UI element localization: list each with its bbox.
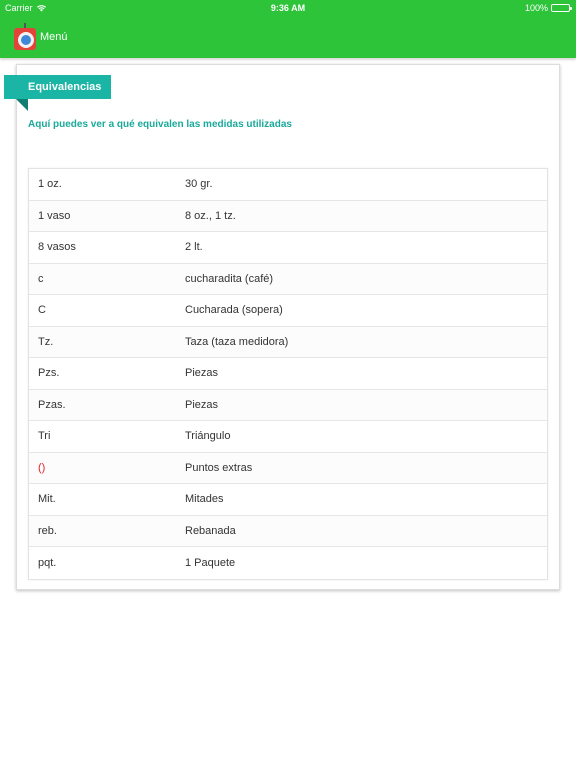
navigation-bar bbox=[0, 16, 576, 58]
section-title-ribbon: Equivalencias bbox=[4, 75, 111, 99]
equivalence-cell: Puntos extras bbox=[185, 461, 253, 474]
battery-percentage: 100% bbox=[524, 3, 548, 13]
abbreviation-cell: Tri bbox=[38, 430, 51, 443]
section-subtitle: Aquí puedes ver a qué equivalen las medidas utilizadas bbox=[28, 119, 292, 130]
abbreviation-cell: C bbox=[38, 304, 46, 317]
status-bar bbox=[0, 0, 576, 16]
table-row bbox=[29, 421, 547, 453]
table-row bbox=[29, 484, 547, 516]
menu-button[interactable] bbox=[12, 22, 68, 52]
abbreviation-cell: () bbox=[38, 461, 46, 474]
table-row bbox=[29, 516, 547, 548]
table-row bbox=[29, 232, 547, 264]
menu-label: Menú bbox=[40, 31, 68, 43]
table-row bbox=[29, 295, 547, 327]
equivalences-table bbox=[28, 168, 548, 580]
abbreviation-cell: 8 vasos bbox=[38, 241, 76, 254]
abbreviation-cell: pqt. bbox=[38, 556, 57, 569]
table-row bbox=[29, 358, 547, 390]
table-row bbox=[29, 201, 547, 233]
table-row bbox=[29, 169, 547, 201]
equivalence-cell: 8 oz., 1 tz. bbox=[185, 209, 236, 222]
abbreviation-cell: 1 oz. bbox=[38, 178, 62, 191]
status-time: 9:36 AM bbox=[270, 3, 306, 13]
abbreviation-cell: c bbox=[38, 272, 44, 285]
equivalence-cell: Piezas bbox=[185, 367, 219, 380]
abbreviation-cell: 1 vaso bbox=[38, 209, 71, 222]
abbreviation-cell: Pzs. bbox=[38, 367, 60, 380]
equivalence-cell: Cucharada (sopera) bbox=[185, 304, 283, 317]
abbreviation-cell: reb. bbox=[38, 524, 57, 537]
equivalence-cell: Triángulo bbox=[185, 430, 231, 443]
abbreviation-cell: Pzas. bbox=[38, 398, 66, 411]
equivalence-cell: Rebanada bbox=[185, 524, 236, 537]
abbreviation-cell: Mit. bbox=[38, 493, 56, 506]
battery-icon bbox=[551, 4, 570, 12]
equivalence-cell: 1 Paquete bbox=[185, 556, 236, 569]
abbreviation-cell: Tz. bbox=[38, 335, 54, 348]
ribbon-fold bbox=[4, 99, 28, 111]
table-row bbox=[29, 453, 547, 485]
equivalence-cell: 2 lt. bbox=[185, 241, 203, 254]
equivalence-cell: Piezas bbox=[185, 398, 219, 411]
table-row bbox=[29, 264, 547, 296]
equivalence-cell: cucharadita (café) bbox=[185, 272, 274, 285]
table-row bbox=[29, 547, 547, 579]
carrier-label: Carrier bbox=[5, 3, 33, 13]
equivalence-cell: Taza (taza medidora) bbox=[185, 335, 289, 348]
table-row bbox=[29, 390, 547, 422]
equivalence-cell: Mitades bbox=[185, 493, 224, 506]
app-logo-icon bbox=[12, 22, 38, 52]
table-row bbox=[29, 327, 547, 359]
equivalence-cell: 30 gr. bbox=[185, 178, 213, 191]
